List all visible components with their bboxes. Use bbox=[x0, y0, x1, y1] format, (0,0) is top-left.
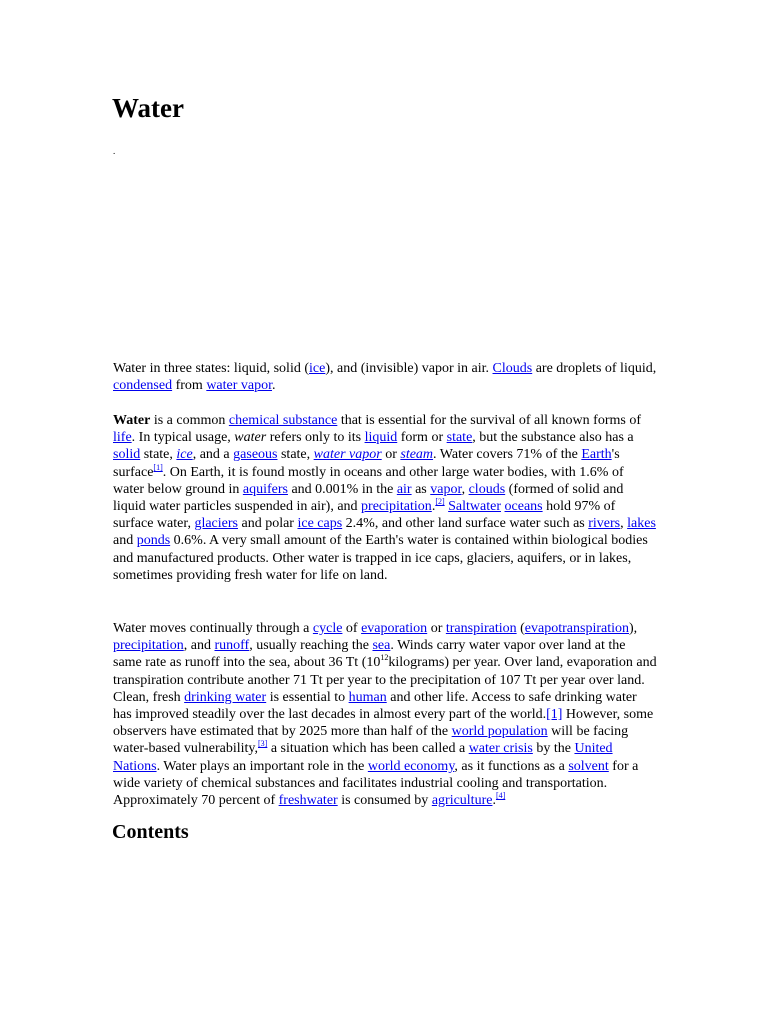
link-water-crisis[interactable]: water crisis bbox=[468, 741, 533, 757]
text-run: or bbox=[381, 447, 401, 463]
text-run: that is essential for the survival of all known forms of bbox=[337, 413, 641, 428]
link-evaporation[interactable]: evaporation bbox=[361, 621, 428, 636]
citation-link-4[interactable]: [4] bbox=[495, 791, 506, 801]
text-run: are droplets of liquid, bbox=[532, 361, 657, 376]
citation-link-3[interactable]: [3] bbox=[257, 739, 268, 749]
link-lakes[interactable]: lakes bbox=[627, 516, 656, 532]
image-placeholder-dot: . bbox=[113, 146, 116, 156]
contents-heading: Contents bbox=[112, 821, 189, 843]
text-run: 0.6%. A very small amount of the Earth's water is contained within biological bodies and manufactured products. Other water is trapped in ice caps, glaciers, aquifers, or in lakes, sometimes providing fresh water for life on land. bbox=[113, 533, 648, 583]
link-clouds[interactable]: clouds bbox=[468, 481, 506, 497]
text-run: Water moves continually through a bbox=[113, 621, 313, 636]
text-run: state, bbox=[140, 447, 177, 463]
text-run: and polar bbox=[237, 516, 298, 532]
text-run: Water in three states: liquid, solid ( bbox=[113, 361, 309, 376]
citation-link-1[interactable]: [1] bbox=[153, 462, 163, 472]
link-united-nations[interactable]: United Nations bbox=[113, 741, 613, 774]
text-run: is essential to bbox=[266, 689, 349, 705]
text-run: is a common bbox=[150, 413, 229, 428]
text-run: , but the substance also has a bbox=[472, 430, 634, 446]
link-ponds[interactable]: ponds bbox=[136, 533, 171, 549]
text-run: , and a bbox=[192, 447, 234, 463]
text-run: . Water plays an important role in the bbox=[156, 758, 368, 774]
link-aquifers[interactable]: aquifers bbox=[242, 481, 288, 497]
link-agriculture[interactable]: agriculture bbox=[431, 793, 493, 809]
figure-caption bbox=[113, 360, 657, 394]
link-human[interactable]: human bbox=[348, 689, 387, 705]
text-run: . Winds carry water vapor over land at the same rate as runoff into the sea, about 36 Tt (10 bbox=[113, 638, 626, 671]
link-chemical-substance[interactable]: chemical substance bbox=[228, 413, 338, 428]
italic-text: water bbox=[234, 430, 267, 446]
link-runoff[interactable]: runoff bbox=[214, 638, 250, 654]
text-run: (formed of solid and liquid water particles suspended in air), and bbox=[113, 481, 624, 515]
text-run: hold 97% of surface water, bbox=[113, 499, 616, 532]
link-solvent[interactable]: solvent bbox=[568, 758, 609, 774]
link-air[interactable]: air bbox=[396, 481, 412, 497]
text-run: and bbox=[113, 533, 137, 549]
text-run: 2.4%, and other land surface water such as bbox=[342, 516, 589, 532]
text-run: will be facing water-based vulnerability, bbox=[113, 724, 629, 757]
link-sea[interactable]: sea bbox=[372, 638, 391, 654]
link-vapor[interactable]: vapor bbox=[430, 481, 462, 497]
text-run: or bbox=[427, 621, 446, 636]
text-run: form or bbox=[397, 430, 447, 446]
link-evapotranspiration[interactable]: evapotranspiration bbox=[524, 621, 629, 636]
link-solid[interactable]: solid bbox=[113, 447, 141, 463]
link-gaseous[interactable]: gaseous bbox=[233, 447, 278, 463]
text-run: as bbox=[411, 481, 431, 497]
intro-paragraph bbox=[113, 412, 657, 584]
link-drinking-water[interactable]: drinking water bbox=[184, 689, 267, 705]
text-run: refers only to its bbox=[266, 430, 365, 446]
text-run: kilograms) per year. Over land, evaporation and transpiration contribute another 71 Tt per year to the precipitation of 107 Tt per year over land. Clean, fresh bbox=[113, 655, 657, 705]
link-water-vapor[interactable]: water vapor bbox=[206, 378, 273, 394]
text-run: ( bbox=[516, 621, 525, 636]
text-run: from bbox=[172, 378, 207, 394]
figure-area bbox=[112, 165, 652, 350]
link-world-economy[interactable]: world economy bbox=[367, 758, 455, 774]
text-run: , usually reaching the bbox=[249, 638, 373, 654]
link-oceans[interactable]: oceans bbox=[504, 499, 543, 515]
text-run: , bbox=[620, 516, 628, 532]
superscript: 12 bbox=[380, 653, 389, 663]
text-run: , as it functions as a bbox=[454, 758, 569, 774]
text-run: and other life. Access to safe drinking water has improved steadily over the last decades in almost every part of the world. bbox=[113, 689, 637, 723]
link-liquid[interactable]: liquid bbox=[364, 430, 398, 446]
link-precipitation[interactable]: precipitation bbox=[113, 638, 184, 654]
text-run: However, some observers have estimated that by 2025 more than half of the bbox=[113, 707, 654, 740]
text-run: for a wide variety of chemical substances and facilitates industrial cooling and transportation. Approximately 70 percent of bbox=[113, 758, 639, 809]
text-run: , and bbox=[183, 638, 215, 654]
link-freshwater[interactable]: freshwater bbox=[278, 793, 338, 809]
bold-text: Water bbox=[113, 413, 151, 428]
water-cycle-paragraph bbox=[113, 620, 657, 809]
text-run: state, bbox=[277, 447, 314, 463]
link-state[interactable]: state bbox=[446, 430, 473, 446]
link-rivers[interactable]: rivers bbox=[588, 516, 621, 532]
link-ice[interactable]: ice bbox=[176, 447, 193, 463]
link-1[interactable]: [1] bbox=[546, 707, 563, 723]
link-ice-caps[interactable]: ice caps bbox=[297, 516, 343, 532]
text-run: is consumed by bbox=[337, 793, 432, 809]
text-run: ), bbox=[628, 621, 638, 636]
text-run: . On Earth, it is found mostly in oceans and other large water bodies, with 1.6% of water below ground in bbox=[113, 464, 624, 497]
text-run: . Water covers 71% of the bbox=[433, 447, 582, 463]
text-run: a situation which has been called a bbox=[267, 741, 469, 757]
link-condensed[interactable]: condensed bbox=[113, 378, 173, 394]
link-precipitation[interactable]: precipitation bbox=[361, 499, 432, 515]
link-glaciers[interactable]: glaciers bbox=[194, 516, 238, 532]
link-clouds[interactable]: Clouds bbox=[492, 361, 533, 376]
link-saltwater[interactable]: Saltwater bbox=[448, 499, 502, 515]
text-run: . bbox=[431, 499, 436, 515]
link-cycle[interactable]: cycle bbox=[312, 621, 343, 636]
text-run: ), and (invisible) vapor in air. bbox=[325, 361, 493, 376]
text-run: 's surface bbox=[113, 447, 620, 480]
link-ice[interactable]: ice bbox=[309, 361, 326, 376]
link-water-vapor[interactable]: water vapor bbox=[313, 447, 382, 463]
text-run: by the bbox=[532, 741, 575, 757]
citation-link-2[interactable]: [2] bbox=[435, 497, 445, 507]
text-run: , bbox=[461, 481, 469, 497]
link-world-population[interactable]: world population bbox=[451, 724, 548, 740]
text-run: of bbox=[342, 621, 362, 636]
text-run: . bbox=[272, 378, 276, 394]
link-life[interactable]: life bbox=[113, 430, 132, 446]
link-steam[interactable]: steam bbox=[400, 447, 434, 463]
text-run: and 0.001% in the bbox=[287, 481, 397, 497]
text-run: . In typical usage, bbox=[131, 430, 235, 446]
link-earth[interactable]: Earth bbox=[581, 447, 612, 463]
text-run: . bbox=[492, 793, 496, 809]
link-transpiration[interactable]: transpiration bbox=[445, 621, 517, 636]
page-title: Water bbox=[112, 93, 184, 123]
